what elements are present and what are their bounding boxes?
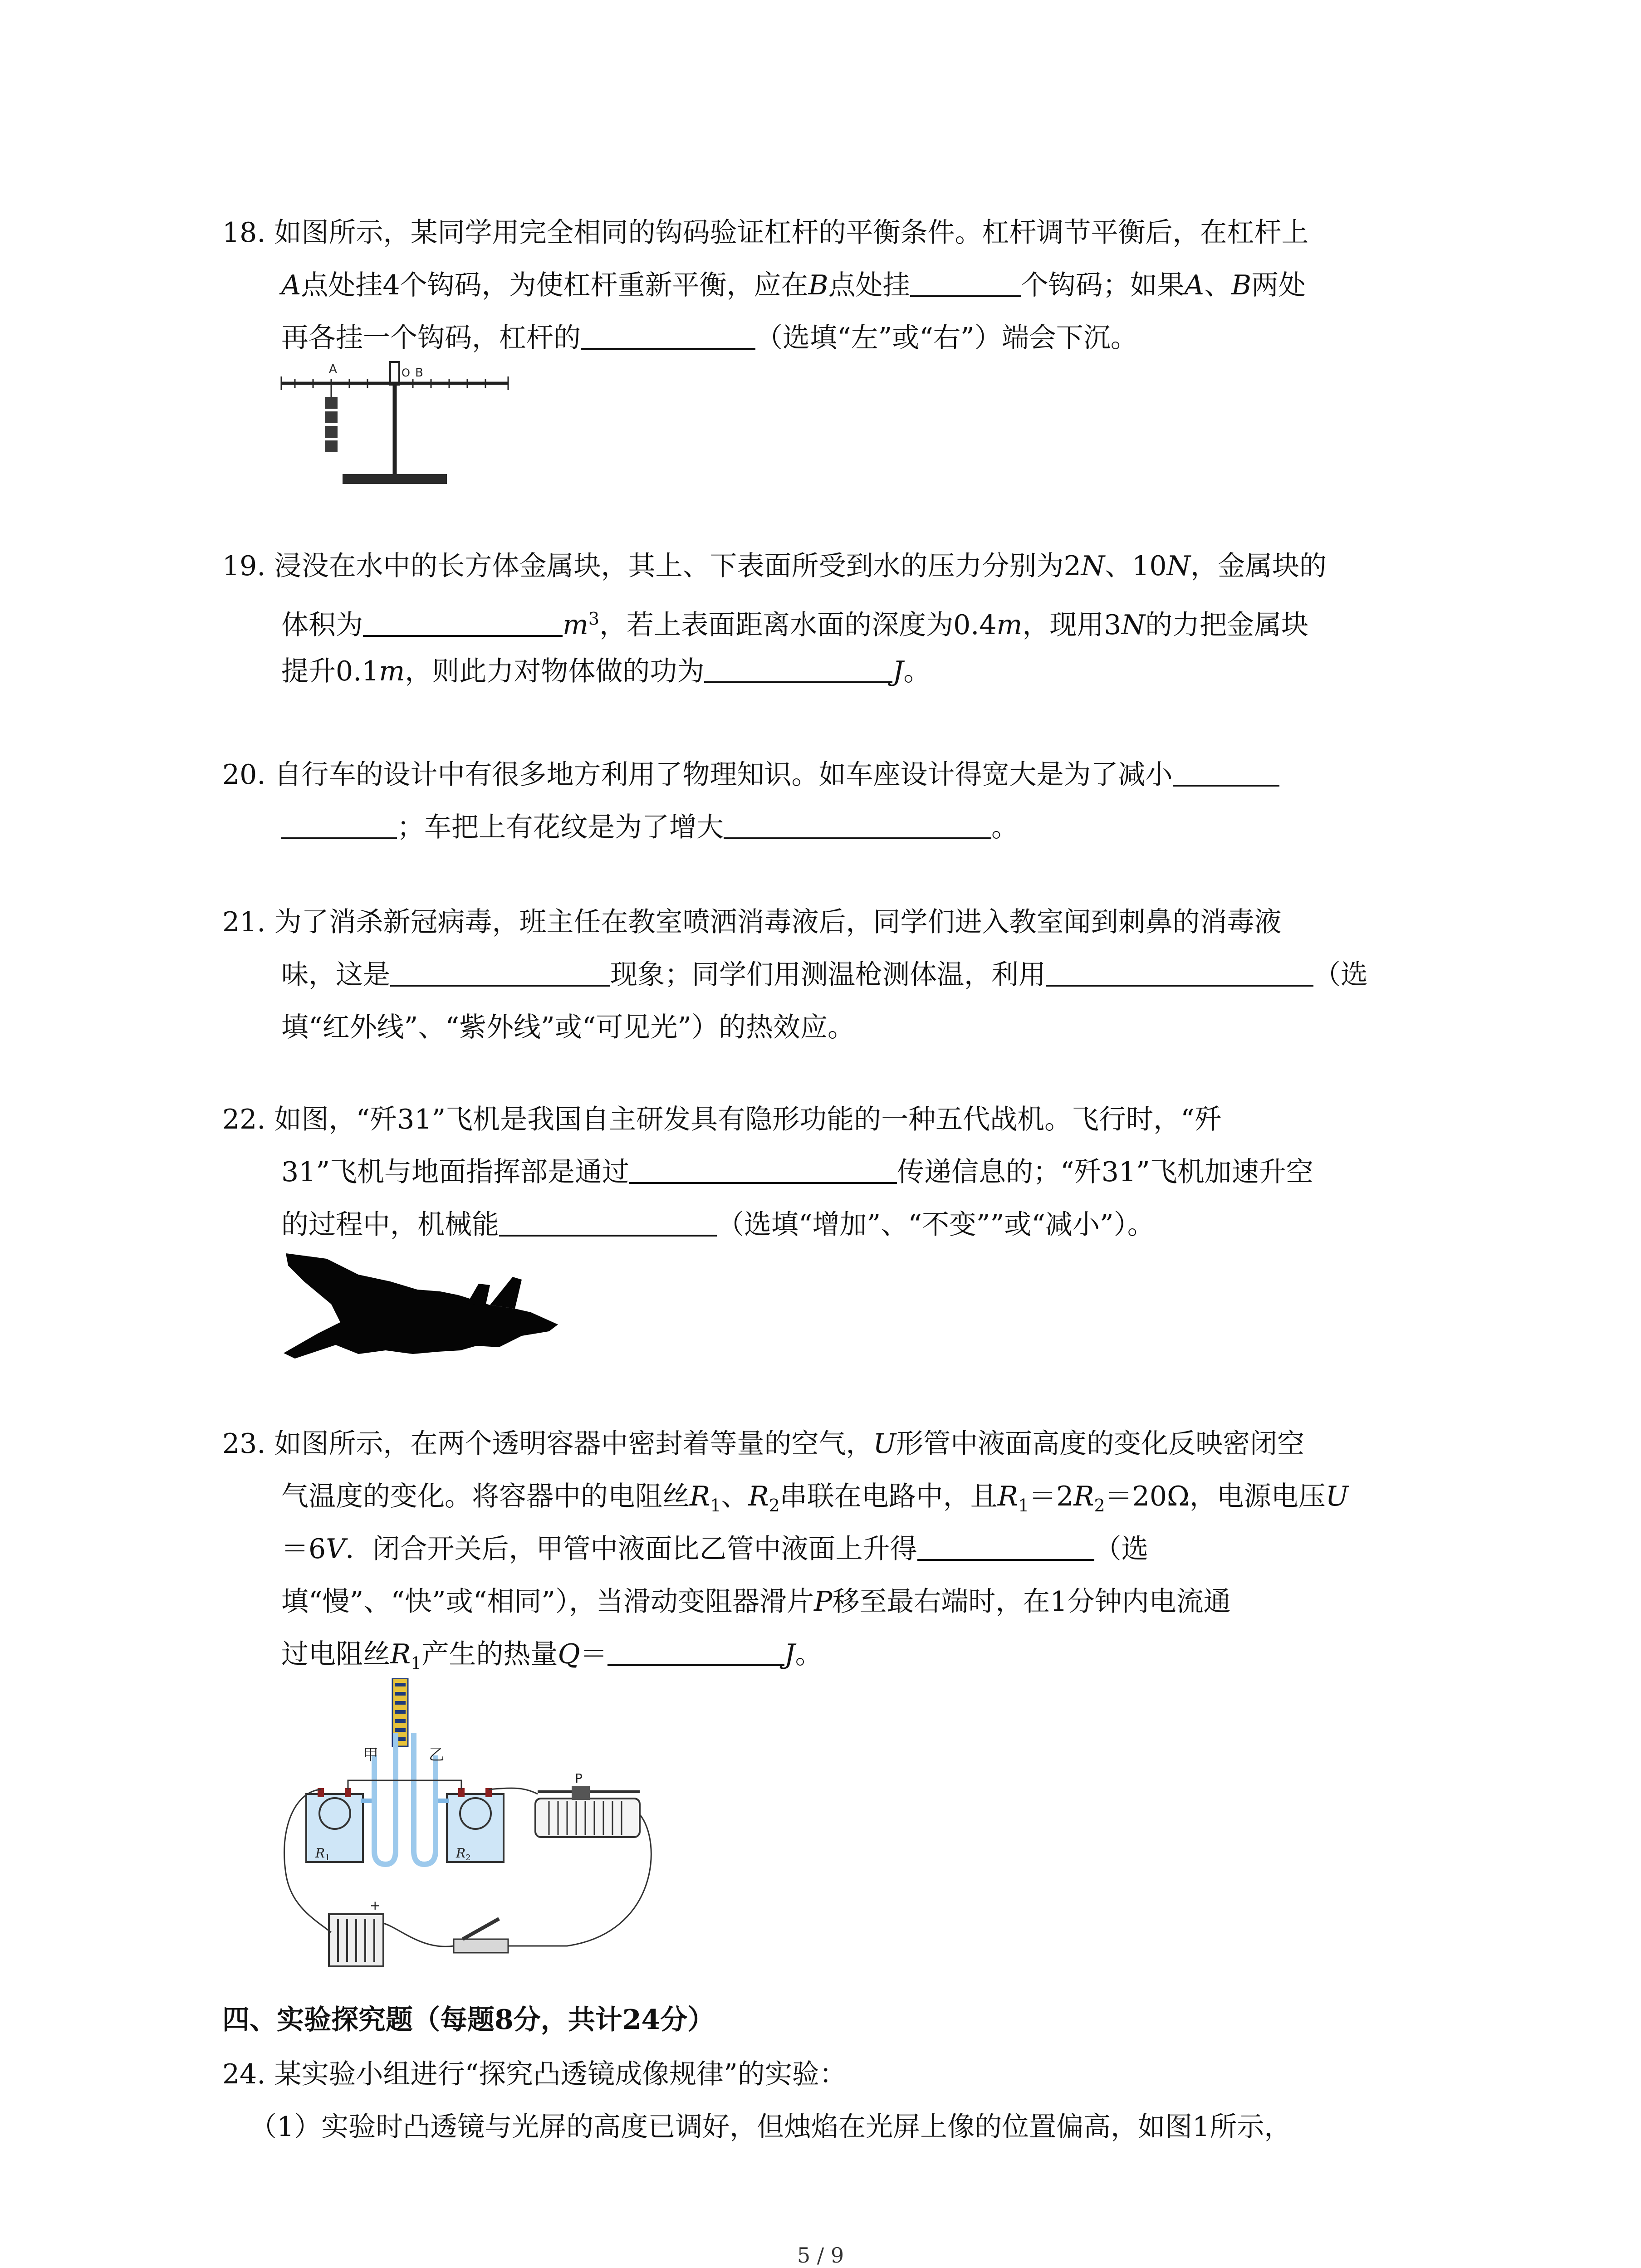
q23-line-1: 23. 如图所示，在两个透明容器中密封着等量的空气，U形管中液面高度的变化反映密闭空 bbox=[222, 1428, 1305, 1460]
q21-line-1: 21. 为了消杀新冠病毒，班主任在教室喷洒消毒液后，同学们进入教室闻到刺鼻的消毒液 bbox=[222, 906, 1282, 938]
question-23 bbox=[222, 1418, 1456, 1681]
q24-line-2: （1）实验时凸透镜与光屏的高度已调好，但烛焰在光屏上像的位置偏高，如图1所示， bbox=[250, 2111, 1292, 2143]
q20-blank-1b[interactable] bbox=[281, 809, 397, 839]
q18-blank-1[interactable] bbox=[910, 267, 1021, 297]
tube-label-yi: 乙 bbox=[429, 1746, 444, 1764]
question-21 bbox=[222, 896, 1456, 1054]
question-19 bbox=[222, 540, 1456, 698]
q23-line-5: 过电阻丝$R_1$产生的热量Q＝ J。 bbox=[222, 1628, 1456, 1681]
slider-label-p: P bbox=[575, 1771, 583, 1786]
fighter-jet-figure bbox=[277, 1250, 572, 1368]
lever-label-b: B bbox=[415, 366, 423, 380]
q19-line-1: 19. 浸没在水中的长方体金属块，其上、下表面所受到水的压力分别为2N、10N，金属块的 bbox=[222, 550, 1327, 582]
question-24 bbox=[222, 2048, 1456, 2153]
q21-blank-2[interactable] bbox=[1046, 957, 1313, 987]
section-4-title: 四、实验探究题（每题8分，共计24分） bbox=[222, 2004, 715, 2036]
q22-blank-2[interactable] bbox=[499, 1207, 717, 1237]
lever-label-o: O bbox=[402, 367, 410, 379]
q18-line-3: 再各挂一个钩码，杠杆的 （选填“左”或“右”）端会下沉。 bbox=[222, 312, 1456, 364]
q18-line-2: A点处挂4个钩码，为使杠杆重新平衡，应在B点处挂 个钩码；如果A、B两处 bbox=[222, 259, 1456, 312]
q22-line-2: 31”飞机与地面指挥部是通过 传递信息的；“歼31”飞机加速升空 bbox=[222, 1146, 1456, 1198]
battery-plus-label: + bbox=[370, 1898, 381, 1913]
q23-line-2: 气温度的变化。将容器中的电阻丝$R_1$、$R_2$串联在电路中，且$R_1=2R_2=20\Omega$，电源电压U bbox=[281, 1481, 1349, 1515]
q19-blank-1[interactable] bbox=[363, 607, 563, 637]
q20-line-1: 20. 自行车的设计中有很多地方利用了物理知识。如车座设计得宽大是为了减小 bbox=[222, 748, 1456, 801]
lever-figure bbox=[279, 358, 515, 490]
q22-line-3: 的过程中，机械能 （选填“增加”、“不变””或“减小”）。 bbox=[222, 1198, 1456, 1251]
q23-blank-2[interactable] bbox=[607, 1636, 784, 1666]
question-20 bbox=[222, 748, 1456, 854]
q19-line-3: 提升0.1m，则此力对物体做的功为 J。 bbox=[222, 645, 1456, 698]
q23-blank-1[interactable] bbox=[917, 1531, 1094, 1561]
q22-blank-1[interactable] bbox=[629, 1154, 897, 1184]
q18-blank-2[interactable] bbox=[581, 320, 755, 350]
q24-line-1: 24. 某实验小组进行“探究凸透镜成像规律”的实验： bbox=[222, 2058, 847, 2090]
resistor-label-r1: $R_1$ bbox=[315, 1846, 330, 1862]
joule-heating-circuit-figure bbox=[277, 1678, 667, 1982]
q19-line-2: 体积为 $m^3$，若上表面距离水面的深度为0.4m，现用3N的力把金属块 bbox=[222, 592, 1456, 645]
question-22 bbox=[222, 1093, 1456, 1251]
q21-line-2: 味，这是 现象；同学们用测温枪测体温，利用 （选 bbox=[222, 948, 1456, 1001]
resistor-label-r2: $R_2$ bbox=[456, 1846, 471, 1862]
lever-label-a: A bbox=[329, 362, 337, 376]
question-18 bbox=[222, 206, 1456, 364]
q23-line-3: ＝6V．闭合开关后，甲管中液面比乙管中液面上升得 （选 bbox=[222, 1523, 1456, 1575]
q21-blank-1[interactable] bbox=[390, 957, 610, 987]
q21-line-3: 填“红外线”、“紫外线”或“可见光”）的热效应。 bbox=[281, 1012, 855, 1043]
q22-line-1: 22. 如图，“歼31”飞机是我国自主研发具有隐形功能的一种五代战机。飞行时，“歼 bbox=[222, 1104, 1222, 1135]
q23-line-4: 填“慢”、“快”或“相同”），当滑动变阻器滑片P移至最右端时，在1分钟内电流通 bbox=[281, 1586, 1231, 1618]
q18-line-1: 18. 如图所示，某同学用完全相同的钩码验证杠杆的平衡条件。杠杆调节平衡后，在杠杆上 bbox=[222, 217, 1309, 249]
q20-blank-1a[interactable] bbox=[1173, 757, 1279, 787]
page-number: 5 / 9 bbox=[797, 2243, 844, 2268]
q20-line-2: ；车把上有花纹是为了增大 。 bbox=[222, 801, 1456, 854]
tube-label-jia: 甲 bbox=[363, 1746, 378, 1764]
q20-blank-2[interactable] bbox=[724, 809, 991, 839]
q19-blank-2[interactable] bbox=[704, 653, 892, 683]
